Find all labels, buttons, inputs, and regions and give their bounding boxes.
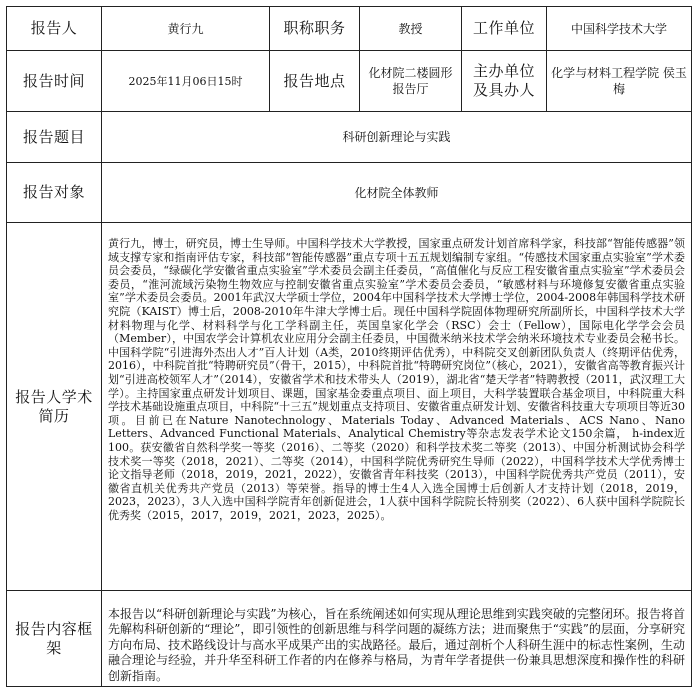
speaker-label: 报告人 [7, 7, 102, 51]
row-topic [7, 112, 692, 163]
work-unit-value: 中国科学技术大学 [547, 7, 692, 51]
resume-text: 黄行九，博士，研究员，博士生导师。中国科学技术大学教授，国家重点研发计划首席科学家，科技部“智能传感器”领域支撑专家和指南评估专家，科技部“智能传感器”重点专项十五五规划编制专家组。“传感技术国家重点实验室”学术委员会委员，“绿碳化学安徽省重点实验室”学术委员会副主任委员，“高值催化与反应工程安徽省重点实验室”学术委员会委员，“淮河流域污染物生物效应与控制安徽省重点实验室”学术委员会委员，“敏感材料与环境修复安徽省重点实验室”学术委员会委员。2001年武汉大学硕士学位，2004年中国科学技术大学博士学位，2004-2008年韩国科学技术研究院（KAIST）博士后，2008-2010年牛津大学博士后。现任中国科学院固体物理研究所副所长，中国科学技术大学材料物理与化学、材料科学与化工学科副主任，英国皇家化学会（RSC）会士（Fellow），国际电化学学会会员（Member），中国农学会计算机农业应用分会副主任委员，中国微米纳米技术学会纳米环境技术专业委员会秘书长。中国科学院“引进海外杰出人才”百人计划（A类，2010终期评估优秀），中科院交叉创新团队负责人（终期评估优秀，2016），中科院首批“特聘研究员”（骨干，2015），中科院首批“特聘研究岗位”（核心，2021），安徽省高等教育振兴计划“引进高校领军人才”（2014），安徽省学术和技术带头人（2019），湖北省“楚天学者”特聘教授（2011，武汉理工大学）。主持国家重点研发计划项目、课题，国家基金委重点项目、面上项目，大科学装置联合基金项目，中科院重大科学技术基础设施重点项目，中科院“十三五”规划重点支持项目、安徽省重点研发计划、安徽省科技重大专项项目等近30项。目前已在Nature Nanotechnology、Materials Today、Advanced Materials、ACS Nano、Nano Letters、Advanced Functional Materials、Analytical Chemistry等杂志发表学术论文150余篇， h-index近100。获安徽省自然科学奖一等奖（2016）、二等奖（2020）和科学技术奖二等奖（2013）、中国分析测试协会科学技术奖一等奖（2018，2021）、二等奖（2014），中国科学院优秀研究生导师（2022），中国科学技术大学优秀博士论文指导老师（2018，2019，2021，2022），安徽省青年科技奖（2013），中国科学院优秀共产党员（2011），安徽省直机关优秀共产党员（2013）等荣誉。指导的博士生4人入选全国博士后创新人才支持计划（2018，2019，2023，2023），3人入选中国科学院青年创新促进会，1人获中国科学院院长特别奖（2022）、6人获中国科学院院长优秀奖（2015，2017，2019，2021，2023，2025）。 [102, 223, 692, 591]
row-audience [7, 163, 692, 223]
audience-value: 化材院全体教师 [102, 163, 692, 223]
organizer-value: 化学与材料工程学院 侯玉梅 [547, 51, 692, 112]
row-content [7, 591, 692, 687]
report-time-value: 2025年11月06日15时 [102, 51, 270, 112]
resume-label: 报告人学术简历 [7, 223, 102, 591]
report-location-label: 报告地点 [270, 51, 360, 112]
content-label: 报告内容框架 [7, 591, 102, 687]
row-time-location [7, 51, 692, 112]
report-time-label: 报告时间 [7, 51, 102, 112]
speaker-value: 黄行九 [102, 7, 270, 51]
row-resume [7, 223, 692, 591]
work-unit-label: 工作单位 [462, 7, 547, 51]
organizer-label: 主办单位及具办人 [462, 51, 547, 112]
report-info-table [6, 6, 692, 687]
title-position-value: 教授 [360, 7, 462, 51]
report-topic-value: 科研创新理论与实践 [102, 112, 692, 163]
title-position-label: 职称职务 [270, 7, 360, 51]
content-text: 本报告以“科研创新理论与实践”为核心，旨在系统阐述如何实现从理论思维到实践突破的完整闭环。报告将首先解构科研创新的“理论”，即引领性的创新思维与科学问题的凝练方法；进而聚焦于“实践”的层面，分享研究方向布局、技术路线设计与高水平成果产出的实战路径。最后，通过剖析个人科研生涯中的标志性案例，生动融合理论与经验，并升华至科研工作者的内在修养与格局，为青年学者提供一份兼具思想深度和操作性的科研创新指南。 [102, 591, 692, 687]
row-speaker [7, 7, 692, 51]
audience-label: 报告对象 [7, 163, 102, 223]
report-location-value: 化材院二楼圆形报告厅 [360, 51, 462, 112]
report-topic-label: 报告题目 [7, 112, 102, 163]
